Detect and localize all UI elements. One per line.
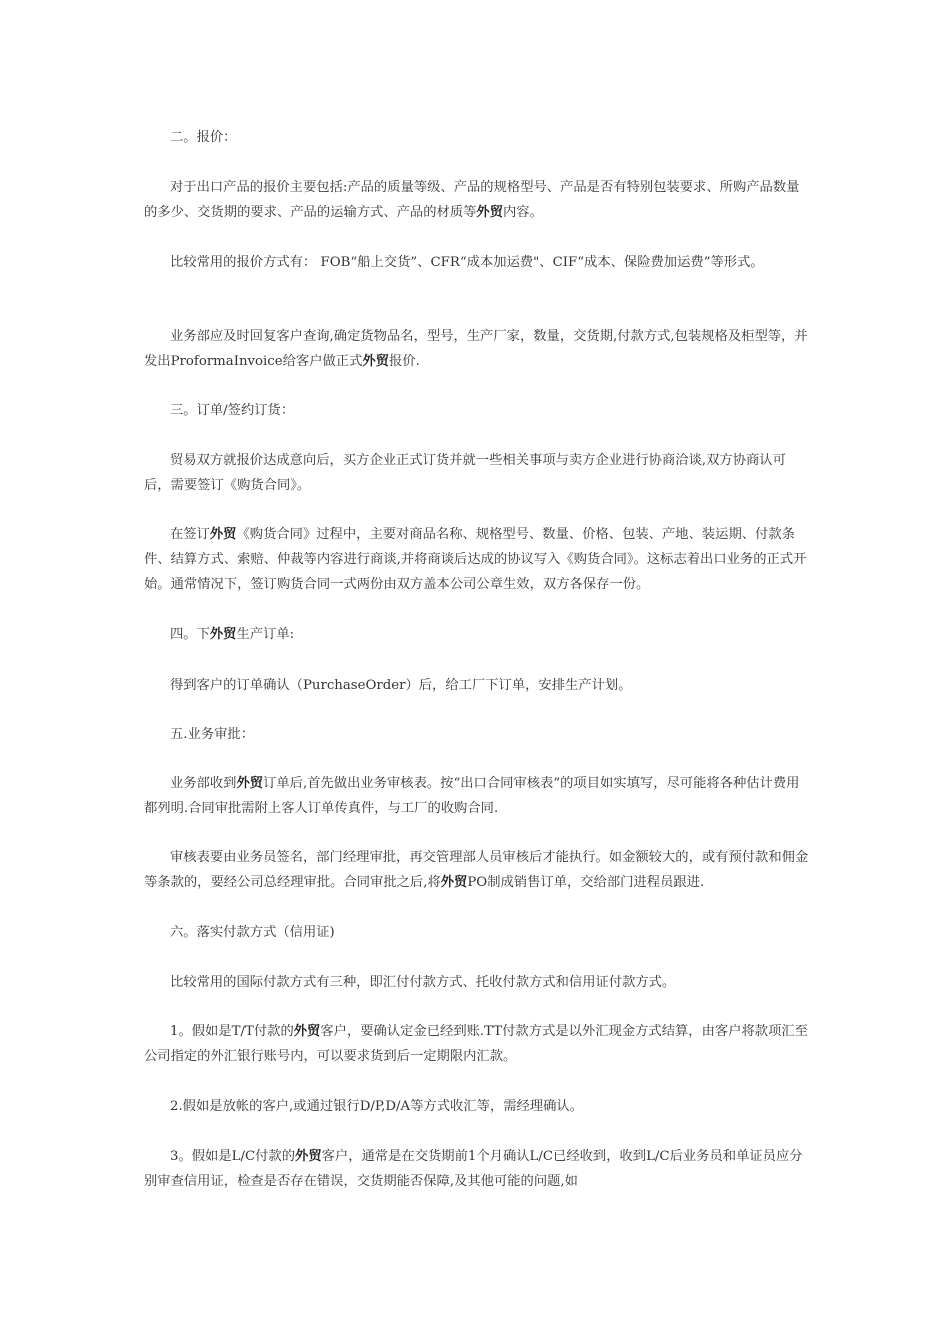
text: 审核表要由业务员签名，部门经理审批，再交管理部人员审核后才能执行。如金额较大的，或有预付款和佣金等条款的，要经公司总经理审批。合同审批之后,将: [144, 850, 809, 890]
section-heading-order: [144, 398, 810, 423]
text: 比较常用的国际付款方式有三种，即汇付付款方式、托收付款方式和信用证付款方式。: [170, 975, 676, 990]
text: 1。假如是T/T付款的: [170, 1024, 294, 1039]
text: 三。订单/签约订货：: [170, 403, 295, 418]
section-heading-payment: [144, 920, 810, 945]
section-heading-quote: [144, 125, 810, 150]
text: 内容。: [503, 205, 543, 220]
paragraph-proforma: [144, 324, 810, 374]
keyword-bold: 外贸: [295, 1149, 322, 1164]
text: 得到客户的订单确认（PurchaseOrder）后，给工厂下订单，安排生产计划。: [170, 678, 632, 693]
paragraph-quote-content: [144, 175, 810, 225]
paragraph-review-process: [144, 845, 810, 895]
text: 五.业务审批：: [170, 727, 255, 742]
text: 订单后,首先做出业务审核表。按“出口合同审核表”的项目如实填写，尽可能将各种估计费用都列明.合同审批需附上客人订单传真件，与工厂的收购合同.: [144, 776, 800, 816]
keyword-bold: 外贸: [209, 527, 237, 542]
text: 报价.: [389, 354, 420, 369]
text: 生产订单:: [236, 627, 295, 642]
paragraph-tt-payment: [144, 1019, 810, 1069]
text: 《购货合同》过程中，主要对商品名称、规格型号、数量、价格、包装、产地、装运期、付款条件、结算方式、索赔、仲裁等内容进行商谈,并将商谈后达成的协议写入《购货合同》。这标志着出口业务的正式开始。通常情况下，签订购货合同一式两份由双方盖本公司公章生效，双方各保存一份。: [144, 527, 807, 592]
text: 客户，要确认定金已经到账.TT付款方式是以外汇现金方式结算，由客户将款项汇至公司指定的外汇银行账号内，可以要求货到后一定期限内汇款。: [144, 1024, 808, 1064]
keyword-bold: 外贸: [293, 1024, 321, 1039]
section-heading-approval: [144, 722, 810, 747]
paragraph-purchase-order: [144, 673, 810, 698]
text: 对于出口产品的报价主要包括:产品的质量等级、产品的规格型号、产品是否有特别包装要求、所购产品数量的多少、交货期的要求、产品的运输方式、产品的材质等: [144, 180, 800, 220]
text: 业务部收到: [170, 776, 237, 791]
text: 在签订: [170, 527, 210, 542]
section-heading-production: [144, 622, 810, 647]
text: 贸易双方就报价达成意向后，买方企业正式订货并就一些相关事项与卖方企业进行协商洽谈,双方协商认可后，需要签订《购货合同》。: [144, 453, 786, 493]
text: 六。落实付款方式（信用证): [170, 925, 335, 940]
paragraph-review-form: [144, 771, 810, 821]
keyword-bold: 外贸: [236, 776, 264, 791]
text: 2.假如是放帐的客户,或通过银行D/P,D/A等方式收汇等，需经理确认。: [170, 1099, 583, 1114]
text: 客户，通常是在交货期前1个月确认L/C已经收到，收到L/C后业务员和单证员应分别审查信用证，检查是否存在错误，交货期能否保障,及其他可能的问题,如: [144, 1149, 803, 1189]
paragraph-negotiation: [144, 448, 810, 498]
text: PO制成销售订单，交给部门进程员跟进.: [467, 875, 705, 890]
keyword-bold: 外贸: [362, 354, 389, 369]
keyword-bold: 外贸: [440, 875, 468, 890]
text: 3。假如是L/C付款的: [170, 1149, 296, 1164]
paragraph-contract: [144, 522, 810, 597]
text: 四。下: [170, 627, 210, 642]
text: 二。报价：: [170, 130, 237, 145]
paragraph-credit-customer: [144, 1094, 810, 1119]
paragraph-payment-methods: [144, 970, 810, 995]
keyword-bold: 外贸: [476, 205, 504, 220]
text: 业务部应及时回复客户查询,确定货物品名，型号，生产厂家，数量，交货期,付款方式,包装规格及柜型等，并发出ProformaInvoice给客户做正式: [144, 329, 808, 369]
text: 比较常用的报价方式有： FOB“船上交货”、CFR“成本加运费"、CIF“成本、保险费加运费”等形式。: [170, 255, 764, 270]
paragraph-quote-methods: [144, 250, 810, 275]
paragraph-lc-payment: [144, 1144, 810, 1194]
keyword-bold: 外贸: [209, 627, 237, 642]
